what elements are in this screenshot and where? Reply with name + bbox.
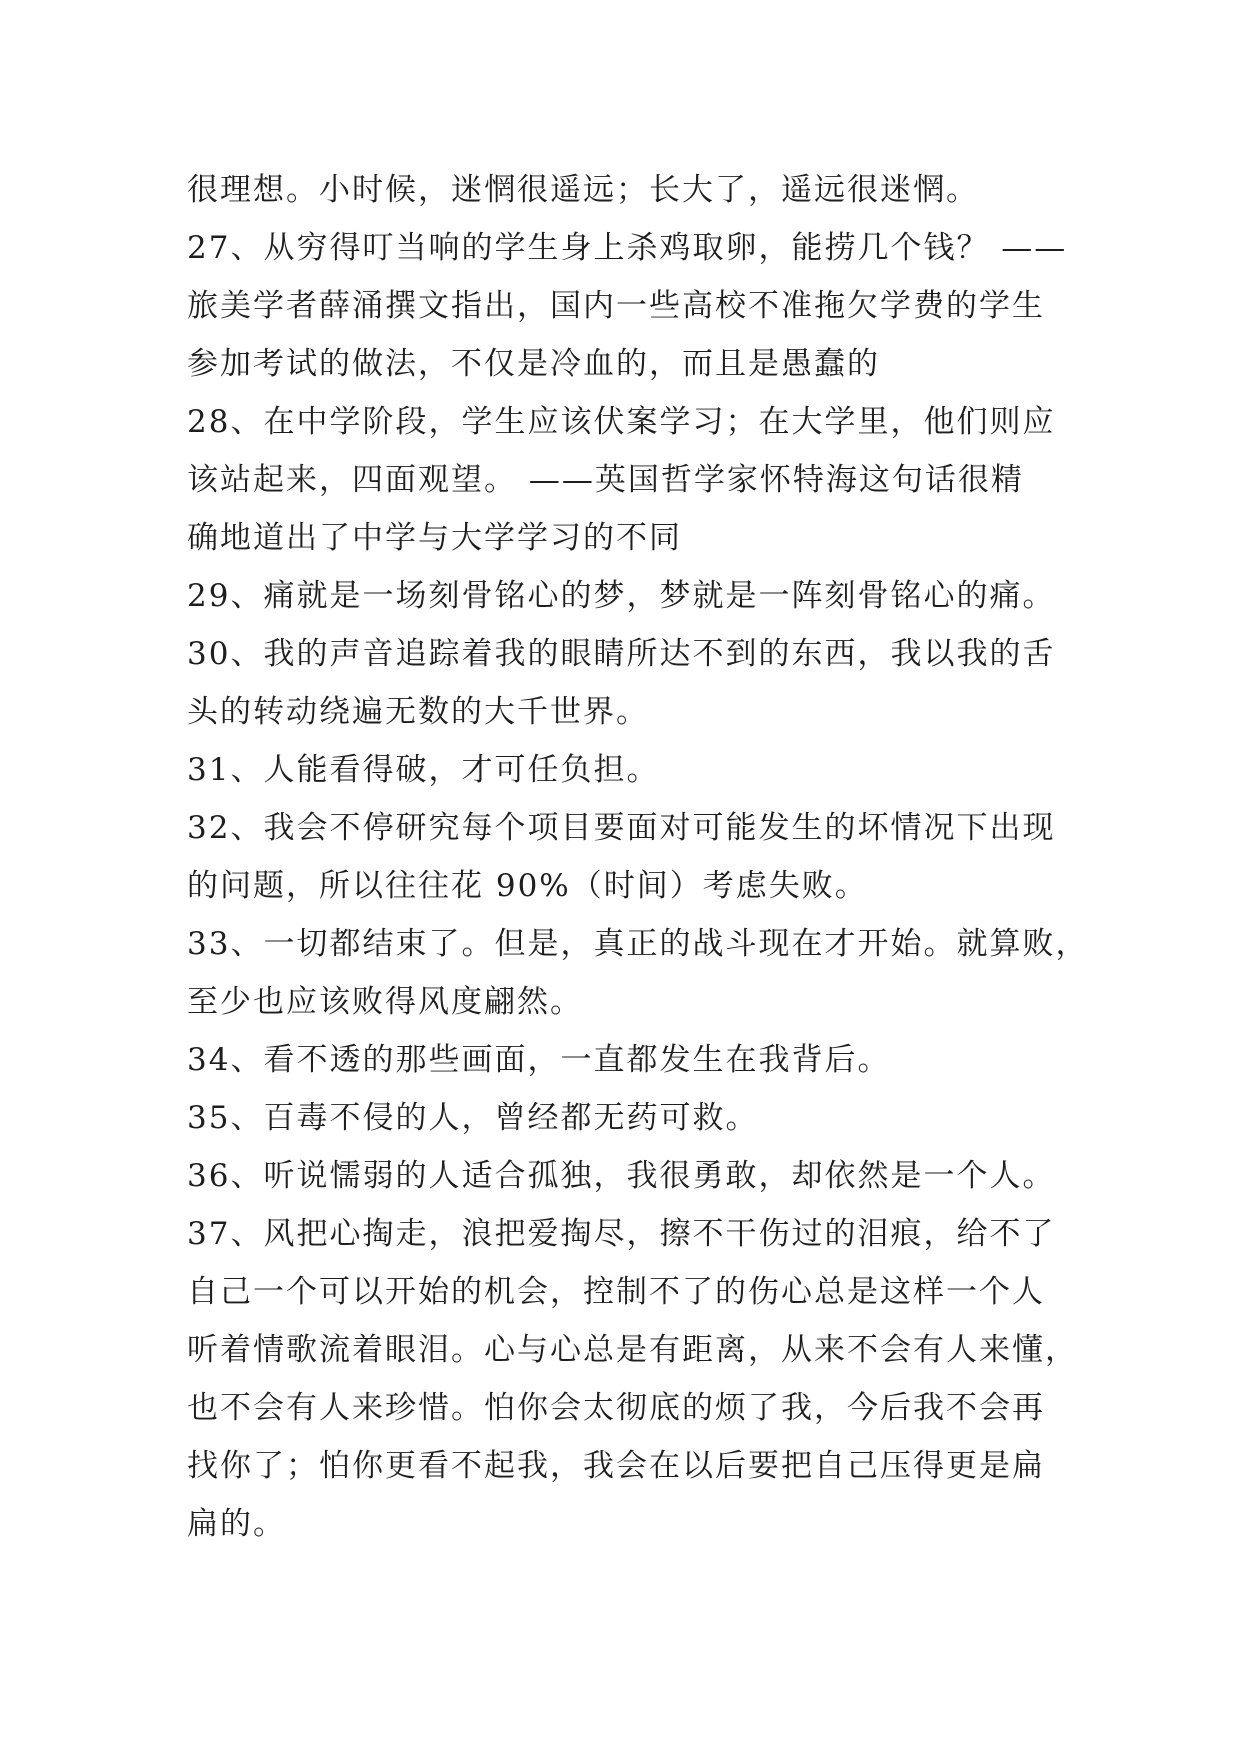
text-line: 37、风把心掏走，浪把爱掏尽，擦不干伤过的泪痕，给不了 bbox=[187, 1216, 1056, 1252]
text-line: 35、百毒不侵的人，曾经都无药可救。 bbox=[187, 1100, 759, 1136]
text-line: 自己一个可以开始的机会，控制不了的伤心总是这样一个人 bbox=[187, 1274, 1045, 1310]
text-line: 36、听说懦弱的人适合孤独，我很勇敢，却依然是一个人。 bbox=[187, 1158, 1056, 1194]
document-page bbox=[187, 161, 1089, 1553]
text-line: 听着情歌流着眼泪。心与心总是有距离，从来不会有人来懂， bbox=[187, 1332, 1078, 1368]
text-line: 34、看不透的那些画面，一直都发生在我背后。 bbox=[187, 1042, 891, 1078]
text-line: 确地道出了中学与大学学习的不同 bbox=[187, 520, 682, 556]
text-line: 旅美学者薛涌撰文指出，国内一些高校不准拖欠学费的学生 bbox=[187, 288, 1045, 324]
text-line: 头的转动绕遍无数的大千世界。 bbox=[187, 694, 649, 730]
text-line: 也不会有人来珍惜。怕你会太彻底的烦了我，今后我不会再 bbox=[187, 1390, 1045, 1426]
text-line: 28、在中学阶段，学生应该伏案学习；在大学里，他们则应 bbox=[187, 404, 1056, 440]
text-line: 31、人能看得破，才可任负担。 bbox=[187, 752, 660, 788]
text-line: 32、我会不停研究每个项目要面对可能发生的坏情况下出现 bbox=[187, 810, 1056, 846]
text-line: 的问题，所以往往花 90%（时间）考虑失败。 bbox=[187, 868, 868, 904]
text-line: 27、从穷得叮当响的学生身上杀鸡取卵，能捞几个钱？ —— bbox=[187, 230, 1068, 266]
text-line: 该站起来，四面观望。 ——英国哲学家怀特海这句话很精 bbox=[187, 462, 1024, 498]
text-line: 扁的。 bbox=[187, 1506, 286, 1542]
text-line: 找你了；怕你更看不起我，我会在以后要把自己压得更是扁 bbox=[187, 1448, 1045, 1484]
text-line: 29、痛就是一场刻骨铭心的梦，梦就是一阵刻骨铭心的痛。 bbox=[187, 578, 1056, 614]
text-line: 至少也应该败得风度翩然。 bbox=[187, 984, 583, 1020]
text-line: 参加考试的做法，不仅是冷血的，而且是愚蠢的 bbox=[187, 346, 880, 382]
text-line: 很理想。小时候，迷惘很遥远；长大了，遥远很迷惘。 bbox=[187, 172, 979, 208]
text-line: 33、一切都结束了。但是，真正的战斗现在才开始。就算败， bbox=[187, 926, 1089, 962]
text-line: 30、我的声音追踪着我的眼睛所达不到的东西，我以我的舌 bbox=[187, 636, 1056, 672]
